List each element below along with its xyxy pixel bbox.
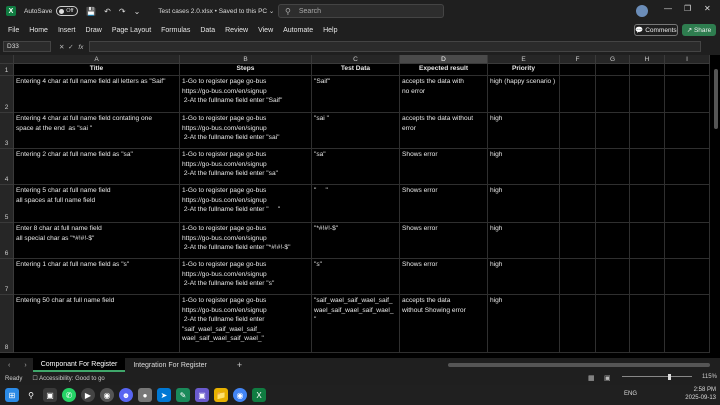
app-icon-2[interactable]: ● bbox=[138, 388, 152, 402]
row-header-5[interactable]: 5 bbox=[0, 185, 14, 223]
taskbar-search-icon[interactable]: ⚲ bbox=[28, 390, 34, 400]
column-header-g[interactable]: G bbox=[596, 55, 630, 64]
column-header-a[interactable]: A bbox=[14, 55, 180, 64]
excel-taskbar-icon[interactable]: X bbox=[252, 388, 266, 402]
page-layout-view-icon[interactable]: ▣ bbox=[604, 375, 611, 382]
empty-cell[interactable] bbox=[665, 295, 710, 353]
column-header-e[interactable]: E bbox=[488, 55, 560, 64]
file-explorer-icon[interactable]: 📁 bbox=[214, 388, 228, 402]
table-cell[interactable]: accepts the data with no error bbox=[400, 76, 488, 113]
comments-icon: 💬 bbox=[635, 27, 646, 34]
comments-label: Comments bbox=[645, 26, 677, 34]
table-cell[interactable]: Shows error bbox=[400, 259, 488, 295]
row-header-4[interactable]: 4 bbox=[0, 149, 14, 185]
table-cell[interactable]: "Saif" bbox=[312, 76, 400, 113]
windows-start-icon[interactable]: ⊞ bbox=[5, 388, 19, 402]
horizontal-scrollbar[interactable] bbox=[448, 363, 710, 367]
formula-input[interactable] bbox=[89, 41, 701, 52]
table-cell[interactable]: "*#!#!-$" bbox=[312, 223, 400, 259]
zoom-slider[interactable] bbox=[622, 376, 692, 377]
accessibility-status[interactable]: ☐ Accessibility: Good to go bbox=[32, 376, 105, 382]
table-cell[interactable]: "saif_wael_saif_wael_saif_ wael_saif_wael_saif_wael_ " bbox=[312, 295, 400, 353]
table-cell[interactable]: "sai " bbox=[312, 113, 400, 149]
header-cell[interactable]: Steps bbox=[180, 64, 312, 76]
empty-cell[interactable] bbox=[596, 113, 630, 149]
empty-cell[interactable] bbox=[596, 223, 630, 259]
table-cell[interactable]: Entering 5 char at full name field all spaces at full name field bbox=[14, 185, 180, 223]
vertical-scrollbar[interactable] bbox=[714, 69, 718, 129]
discord-icon[interactable]: ☻ bbox=[119, 388, 133, 402]
spreadsheet-grid[interactable] bbox=[0, 55, 720, 358]
table-cell[interactable]: "s" bbox=[312, 259, 400, 295]
menu-view[interactable]: View bbox=[258, 26, 274, 34]
empty-cell[interactable] bbox=[596, 76, 630, 113]
tab-integration-for-register[interactable]: Integration For Register bbox=[133, 361, 207, 369]
empty-cell[interactable] bbox=[596, 295, 630, 353]
status-ready: Ready bbox=[5, 375, 23, 382]
header-cell[interactable]: Title bbox=[14, 64, 180, 76]
row-header-8[interactable]: 8 bbox=[0, 295, 14, 353]
empty-cell[interactable] bbox=[560, 76, 596, 113]
menu-page-layout[interactable]: Page Layout bbox=[111, 26, 152, 34]
empty-cell[interactable] bbox=[665, 223, 710, 259]
empty-cell[interactable] bbox=[560, 185, 596, 223]
empty-cell[interactable] bbox=[665, 76, 710, 113]
header-cell[interactable]: Expected result bbox=[400, 64, 488, 76]
table-cell[interactable]: 1-Go to register page go-bus https://go-bus.com/en/signup 2-At the fullname field enter "sai" bbox=[180, 113, 312, 149]
os-taskbar bbox=[0, 385, 720, 405]
row-header-7[interactable]: 7 bbox=[0, 259, 14, 295]
table-cell[interactable]: Shows error bbox=[400, 223, 488, 259]
cancel-icon[interactable]: ✕ bbox=[59, 43, 65, 51]
empty-cell[interactable] bbox=[665, 259, 710, 295]
header-cell[interactable]: Priority bbox=[488, 64, 560, 76]
avatar[interactable] bbox=[636, 5, 648, 17]
empty-cell[interactable] bbox=[560, 295, 596, 353]
empty-cell[interactable] bbox=[630, 64, 665, 76]
table-cell[interactable]: high bbox=[488, 223, 560, 259]
formula-bar bbox=[0, 40, 720, 53]
whatsapp-icon[interactable]: ✆ bbox=[62, 388, 76, 402]
table-cell[interactable]: Shows error bbox=[400, 149, 488, 185]
empty-cell[interactable] bbox=[630, 223, 665, 259]
table-cell[interactable]: accepts the data without error bbox=[400, 113, 488, 149]
table-cell[interactable]: high bbox=[488, 149, 560, 185]
table-cell[interactable]: Shows error bbox=[400, 185, 488, 223]
menu-insert[interactable]: Insert bbox=[57, 26, 76, 34]
redo-icon[interactable]: ↷ bbox=[118, 6, 126, 16]
menu-automate[interactable]: Automate bbox=[283, 26, 314, 34]
search-placeholder: Search bbox=[298, 7, 322, 15]
confirm-icon[interactable]: ✓ bbox=[66, 43, 74, 51]
table-cell[interactable]: accepts the data without Showing error bbox=[400, 295, 488, 353]
add-sheet-icon[interactable]: + bbox=[236, 360, 243, 370]
minimize-icon[interactable]: — bbox=[664, 4, 672, 13]
media-player-icon[interactable]: ▶ bbox=[81, 388, 95, 402]
empty-cell[interactable] bbox=[596, 185, 630, 223]
task-view-icon[interactable]: ▣ bbox=[43, 388, 57, 402]
chrome-icon[interactable]: ◉ bbox=[233, 388, 247, 402]
status-bar bbox=[0, 372, 720, 385]
app-icon-4[interactable]: ▣ bbox=[195, 388, 209, 402]
app-icon-3[interactable]: ✎ bbox=[176, 388, 190, 402]
table-cell[interactable]: high bbox=[488, 259, 560, 295]
empty-cell[interactable] bbox=[596, 259, 630, 295]
table-cell[interactable]: Entering 4 char at full name field all letters as "Saif" bbox=[14, 76, 180, 113]
empty-cell[interactable] bbox=[560, 259, 596, 295]
clock[interactable] bbox=[685, 386, 716, 402]
row-header-6[interactable]: 6 bbox=[0, 223, 14, 259]
restore-icon[interactable]: ❐ bbox=[684, 4, 692, 13]
app-icon[interactable]: ◉ bbox=[100, 388, 114, 402]
empty-cell[interactable] bbox=[630, 113, 665, 149]
menu-draw[interactable]: Draw bbox=[85, 26, 102, 34]
accessibility-label: Accessibility: Good to go bbox=[39, 376, 105, 382]
column-header-d[interactable]: D bbox=[400, 55, 488, 64]
normal-view-icon[interactable]: ▦ bbox=[588, 375, 595, 382]
table-cell[interactable]: Entering 50 char at full name field bbox=[14, 295, 180, 353]
customize-toolbar-icon[interactable]: ⌄ bbox=[133, 6, 141, 16]
table-cell[interactable]: 1-Go to register page go-bus https://go-bus.com/en/signup 2-At the fullname field enter "sa" bbox=[180, 149, 312, 185]
header-cell[interactable]: Test Data bbox=[312, 64, 400, 76]
empty-cell[interactable] bbox=[665, 149, 710, 185]
table-cell[interactable]: high (happy scenario ) bbox=[488, 76, 560, 113]
tab-componant-for-register[interactable]: Componant For Register bbox=[33, 358, 126, 372]
autosave-toggle[interactable] bbox=[56, 6, 78, 16]
empty-cell[interactable] bbox=[560, 149, 596, 185]
empty-cell[interactable] bbox=[630, 76, 665, 113]
comments-button[interactable] bbox=[634, 24, 678, 36]
clock-time: 2:58 PM bbox=[693, 387, 716, 393]
empty-cell[interactable] bbox=[630, 185, 665, 223]
table-cell[interactable]: " " bbox=[312, 185, 400, 223]
table-cell[interactable]: 1-Go to register page go-bus https://go-bus.com/en/signup 2-At the fullname field enter "*#!#!-$" bbox=[180, 223, 312, 259]
empty-cell[interactable] bbox=[596, 149, 630, 185]
table-cell[interactable]: 1-Go to register page go-bus https://go-bus.com/en/signup 2-At the fullname field enter "saif_wael_saif_wael_saif_ wael_saif_wael_saif_wael_" bbox=[180, 295, 312, 353]
search-input[interactable] bbox=[278, 4, 444, 18]
autosave-label: AutoSave bbox=[24, 7, 53, 15]
menu-review[interactable]: Review bbox=[225, 26, 249, 34]
menu-formulas[interactable]: Formulas bbox=[161, 26, 191, 34]
undo-icon[interactable]: ↶ bbox=[104, 6, 111, 16]
share-button[interactable] bbox=[682, 24, 716, 36]
empty-cell[interactable] bbox=[560, 64, 596, 76]
table-cell[interactable]: 1-Go to register page go-bus https://go-bus.com/en/signup 2-At the fullname field enter " " bbox=[180, 185, 312, 223]
table-cell[interactable]: "sa" bbox=[312, 149, 400, 185]
empty-cell[interactable] bbox=[630, 295, 665, 353]
table-cell[interactable]: Entering 1 char at full name field as "s" bbox=[14, 259, 180, 295]
close-icon[interactable]: ✕ bbox=[704, 4, 711, 13]
formula-actions bbox=[59, 43, 83, 51]
table-cell[interactable]: Enter 8 char at full name field all special char as "*#!#!-$" bbox=[14, 223, 180, 259]
vscode-icon[interactable]: ➤ bbox=[157, 388, 171, 402]
empty-cell[interactable] bbox=[665, 64, 710, 76]
select-all-corner[interactable] bbox=[0, 55, 14, 64]
menu-help[interactable]: Help bbox=[323, 26, 338, 34]
language-indicator[interactable]: ENG bbox=[624, 391, 638, 397]
column-header-f[interactable]: F bbox=[560, 55, 596, 64]
row-header-1[interactable]: 1 bbox=[0, 64, 14, 76]
share-label: Share bbox=[693, 26, 712, 34]
clock-date: 2025-09-13 bbox=[685, 395, 716, 401]
empty-cell[interactable] bbox=[665, 185, 710, 223]
empty-cell[interactable] bbox=[665, 113, 710, 149]
column-header-c[interactable]: C bbox=[312, 55, 400, 64]
column-header-i[interactable]: I bbox=[665, 55, 710, 64]
empty-cell[interactable] bbox=[596, 64, 630, 76]
table-cell[interactable]: 1-Go to register page go-bus https://go-bus.com/en/signup 2-At the fullname field enter "Saif" bbox=[180, 76, 312, 113]
name-box[interactable]: D33 bbox=[3, 41, 51, 52]
menu-data[interactable]: Data bbox=[200, 26, 216, 34]
empty-cell[interactable] bbox=[630, 259, 665, 295]
menu-file[interactable]: File bbox=[8, 26, 20, 34]
menu-home[interactable]: Home bbox=[29, 26, 48, 34]
table-cell[interactable]: high bbox=[488, 113, 560, 149]
table-cell[interactable]: 1-Go to register page go-bus https://go-bus.com/en/signup 2-At the fullname field enter "s" bbox=[180, 259, 312, 295]
table-cell[interactable]: high bbox=[488, 295, 560, 353]
column-header-h[interactable]: H bbox=[630, 55, 665, 64]
empty-cell[interactable] bbox=[560, 223, 596, 259]
table-cell[interactable]: Entering 4 char at full name field contating one space at the end as "sai " bbox=[14, 113, 180, 149]
document-title[interactable]: Test cases 2.0.xlsx • Saved to this PC ⌄ bbox=[158, 8, 275, 15]
empty-cell[interactable] bbox=[630, 149, 665, 185]
table-cell[interactable]: high bbox=[488, 185, 560, 223]
excel-logo-icon: X bbox=[6, 6, 16, 16]
next-sheet-icon[interactable]: › bbox=[24, 361, 27, 369]
zoom-slider-handle[interactable] bbox=[668, 374, 671, 380]
table-cell[interactable]: Entering 2 char at full name field as "sa" bbox=[14, 149, 180, 185]
zoom-level[interactable]: 115% bbox=[702, 374, 717, 380]
fx-icon[interactable]: fx bbox=[78, 43, 84, 51]
row-header-3[interactable]: 3 bbox=[0, 113, 14, 149]
prev-sheet-icon[interactable]: ‹ bbox=[8, 361, 11, 369]
ribbon-menu bbox=[0, 22, 720, 38]
empty-cell[interactable] bbox=[560, 113, 596, 149]
column-header-b[interactable]: B bbox=[180, 55, 312, 64]
search-icon: ⚲ bbox=[285, 6, 291, 16]
autosave-state: Off bbox=[66, 8, 74, 14]
save-icon[interactable]: 💾 bbox=[86, 6, 97, 16]
share-icon: ↗ bbox=[686, 27, 694, 34]
row-header-2[interactable]: 2 bbox=[0, 76, 14, 113]
